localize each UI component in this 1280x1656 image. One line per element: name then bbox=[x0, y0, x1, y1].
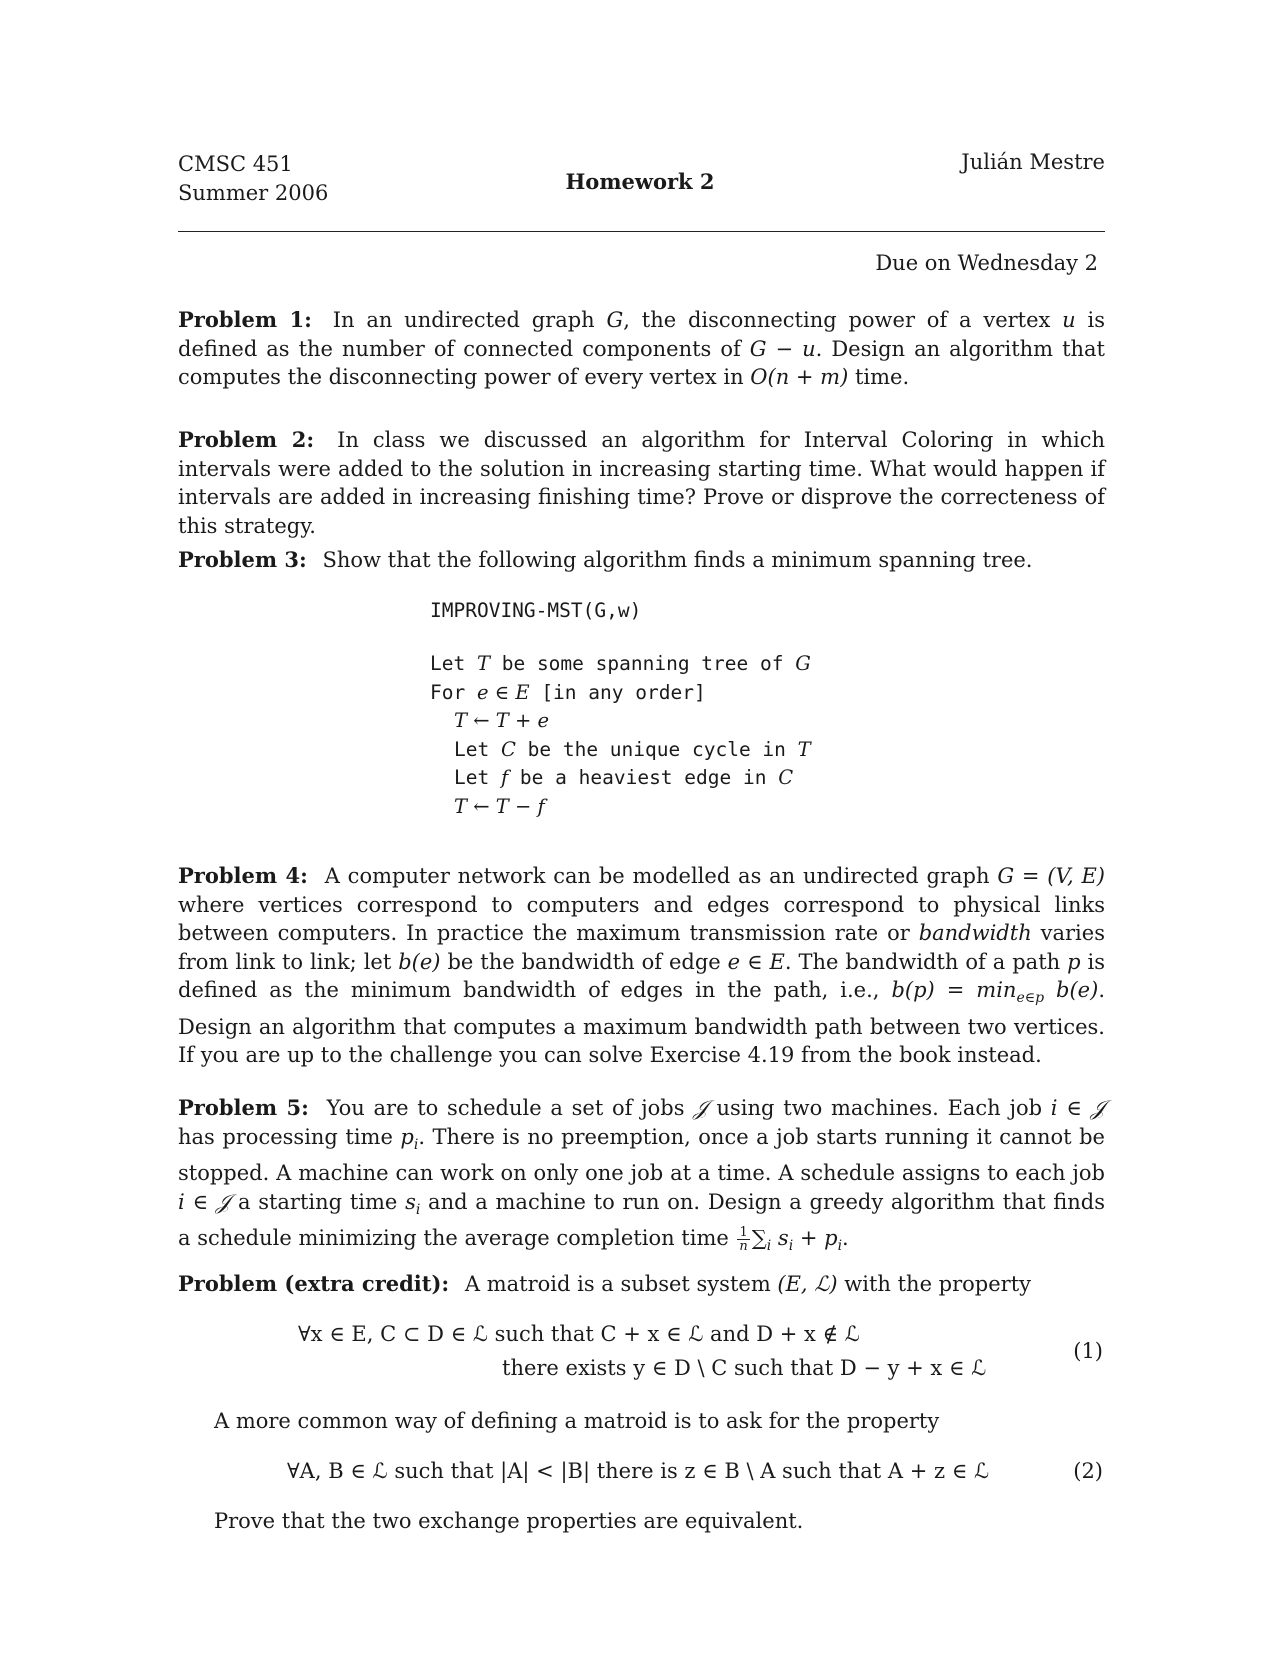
problem-1-label: Problem 1: bbox=[178, 307, 312, 332]
text: has processing time bbox=[178, 1124, 401, 1149]
math: e ∈ E bbox=[476, 680, 530, 704]
course-code: CMSC 451 bbox=[178, 152, 293, 176]
text: . Design an algorithm that computes a maximum bandwidth path between two vertices. If you are up to the challenge you can solve Exercise 4.19 from the book instead. bbox=[178, 978, 1105, 1068]
problem-1 bbox=[178, 306, 1105, 392]
math: + p bbox=[793, 1226, 838, 1251]
math: b(e) bbox=[1044, 978, 1099, 1002]
equation-1-number: (1) bbox=[1073, 1339, 1103, 1363]
text: . Design an algorithm that computes the disconnecting power of every vertex in bbox=[178, 336, 1105, 389]
text: You are to schedule a set of jobs bbox=[326, 1096, 694, 1120]
text: be the bandwidth of edge bbox=[440, 949, 728, 974]
code: be a heaviest edge in bbox=[508, 766, 779, 789]
math-subscript: i bbox=[788, 1238, 794, 1255]
text: In an undirected graph bbox=[332, 308, 607, 332]
math-subscript: e∈p bbox=[1016, 990, 1045, 1007]
sum-symbol: ∑ bbox=[751, 1226, 767, 1251]
text: varies from link to link; let bbox=[178, 921, 1105, 974]
math: b(e) bbox=[398, 949, 441, 974]
math: i ∈ 𝒥 bbox=[178, 1189, 231, 1214]
text: A matroid is a subset system bbox=[464, 1272, 778, 1296]
closing-instruction: Prove that the two exchange properties are equivalent. bbox=[214, 1509, 804, 1533]
problem-5-label: Problem 5: bbox=[178, 1095, 309, 1120]
code: For bbox=[430, 680, 477, 704]
math: G bbox=[606, 308, 624, 332]
text: . bbox=[842, 1226, 849, 1251]
algo-line-5 bbox=[430, 764, 811, 793]
math: T ← T + e bbox=[454, 709, 550, 732]
math: b(p) = min bbox=[891, 978, 1017, 1002]
algo-line-2 bbox=[430, 679, 811, 708]
math: s bbox=[405, 1189, 416, 1214]
fraction-denominator: n bbox=[739, 1239, 748, 1255]
algorithm-body bbox=[430, 650, 811, 821]
text: and a machine to run on. Design a greedy algorithm that finds a schedule minimizing the average completion time bbox=[178, 1189, 1106, 1251]
term: Summer 2006 bbox=[178, 181, 329, 205]
text: , the disconnecting power of a vertex bbox=[623, 308, 1063, 332]
math: e ∈ E bbox=[727, 949, 785, 974]
algo-line-4 bbox=[430, 736, 811, 765]
text: where vertices correspond to computers and edges correspond to physical links between computers. In practice the maximum transmission rate or bbox=[178, 892, 1105, 945]
algo-line-1 bbox=[430, 650, 811, 679]
problem-4 bbox=[178, 862, 1105, 1070]
math: (E, ℒ) bbox=[777, 1272, 838, 1296]
text: A computer network can be modelled as an undirected graph bbox=[324, 864, 998, 888]
math: f bbox=[500, 766, 509, 789]
code: Let bbox=[454, 766, 501, 789]
code: be some spanning tree of bbox=[489, 652, 796, 675]
emphasis: bandwidth bbox=[918, 921, 1032, 945]
math: T bbox=[476, 652, 490, 675]
problem-4-label: Problem 4: bbox=[178, 863, 308, 888]
math: s bbox=[771, 1226, 789, 1251]
problem-2-text: In class we discussed an algorithm for Interval Coloring in which intervals were added to the solution in increasing starting time. What would happen if intervals are added in increasing finishing time? Prove or disprove the correcteness of this strategy. bbox=[178, 428, 1105, 538]
header-divider bbox=[178, 231, 1105, 232]
due-date: Due on Wednesday 2 bbox=[875, 251, 1098, 275]
problem-2-label: Problem 2: bbox=[178, 427, 315, 452]
code: be the unique cycle in bbox=[515, 737, 798, 761]
math: p bbox=[400, 1124, 414, 1149]
math: C bbox=[778, 766, 794, 789]
math: u bbox=[1062, 308, 1076, 332]
text: using two machines. Each job bbox=[707, 1096, 1051, 1120]
problem-5 bbox=[178, 1094, 1105, 1261]
equation-1-line-1: ∀x ∈ E, C ⊂ D ∈ ℒ such that C + x ∈ ℒ and D + x ∉ ℒ bbox=[298, 1322, 860, 1346]
algorithm-name: IMPROVING-MST(G,w) bbox=[430, 599, 642, 622]
math: C bbox=[500, 737, 516, 761]
text: with the property bbox=[837, 1272, 1032, 1296]
math: O(n + m) bbox=[750, 365, 849, 389]
math-subscript: i bbox=[415, 1201, 421, 1218]
text: . The bandwidth of a path bbox=[784, 949, 1068, 974]
math-subscript: i bbox=[413, 1136, 419, 1153]
problem-3-label: Problem 3: bbox=[178, 547, 307, 572]
equation-2-number: (2) bbox=[1073, 1459, 1103, 1483]
math: T bbox=[797, 737, 811, 761]
math-subscript: i bbox=[837, 1238, 843, 1255]
problem-3-text: Show that the following algorithm finds a minimum spanning tree. bbox=[322, 548, 1033, 572]
text: is defined as the number of connected components of bbox=[178, 308, 1105, 361]
problem-extra-label: Problem (extra credit): bbox=[178, 1271, 450, 1296]
algo-line-6 bbox=[430, 793, 811, 822]
equation-2: ∀A, B ∈ ℒ such that |A| < |B| there is z ∈ B \ A such that A + z ∈ ℒ bbox=[287, 1459, 990, 1483]
fraction bbox=[737, 1226, 749, 1253]
algo-line-3 bbox=[430, 707, 811, 736]
math: G bbox=[795, 652, 811, 675]
math: p bbox=[1067, 949, 1081, 974]
text: is defined as the minimum bandwidth of edges in the path, i.e., bbox=[178, 949, 1106, 1002]
math: T ← T − f bbox=[454, 794, 545, 818]
author-name: Julián Mestre bbox=[961, 150, 1105, 174]
code: [in any order] bbox=[529, 680, 706, 704]
page-title: Homework 2 bbox=[565, 169, 715, 194]
code: Let bbox=[454, 737, 501, 761]
text: . There is no preemption, once a job starts running it cannot be stopped. A machine can work on only one job at a time. A schedule assigns to each job bbox=[178, 1124, 1105, 1186]
problem-2 bbox=[178, 426, 1105, 540]
text: a starting time bbox=[230, 1189, 406, 1214]
math: G = (V, E) bbox=[997, 864, 1105, 888]
problem-3 bbox=[178, 546, 1105, 575]
code: Let bbox=[430, 652, 477, 675]
math: 𝒥 bbox=[693, 1096, 708, 1120]
math-subscript: i bbox=[766, 1238, 772, 1255]
problem-extra-credit bbox=[178, 1270, 1105, 1299]
fraction-numerator: 1 bbox=[739, 1225, 748, 1241]
matroid-definition-text: A more common way of defining a matroid is to ask for the property bbox=[214, 1409, 940, 1433]
math: G − u bbox=[749, 336, 816, 361]
equation-1-line-2: there exists y ∈ D \ C such that D − y + x ∈ ℒ bbox=[502, 1356, 987, 1380]
text: time. bbox=[848, 365, 910, 389]
math: i ∈ 𝒥 bbox=[1050, 1096, 1105, 1120]
